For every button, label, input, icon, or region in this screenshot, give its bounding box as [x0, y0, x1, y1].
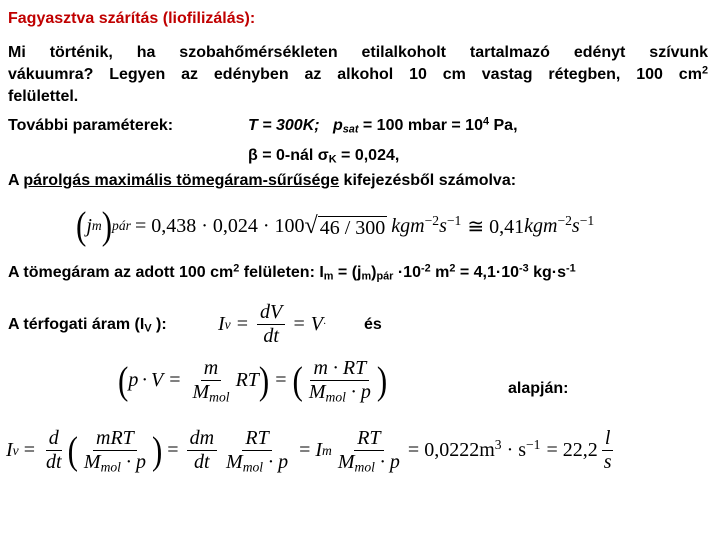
vf-eq: =: [236, 313, 248, 335]
fin-M3: M: [337, 451, 355, 473]
vf-lhs-sub: v: [224, 316, 231, 332]
gas-eq2: =: [275, 369, 287, 391]
page-title: Fagyasztva szárítás (liofilizálás):: [8, 10, 256, 27]
fin-I-sub: v: [12, 442, 19, 458]
equation-final: I v = $\frac{d}{dt}$ ( $\frac{\text{mRT}}{M_{mol} \cdot p}$ ) = $\frac{dm}{dt}$ $\frac{RT}{M_{mol} \cdot p}$ = I m $\frac{RT}{M_{mol} \cdot p}$ = $0,0222m^3 \cdot s^{-1}$ = 22,2 $\frac{l}{s}$: [6, 428, 618, 473]
volflow-label-sub: V: [144, 322, 152, 335]
fin-dt: dt: [46, 451, 62, 473]
derive-sentence: [8, 172, 516, 190]
gas-frac1: [190, 358, 233, 403]
fin-frac-rt: [223, 428, 291, 473]
volflow-label-text: A térfogati áram (I: [8, 316, 145, 333]
fin-M-sub: mol: [100, 459, 121, 475]
params-beta: [248, 147, 399, 165]
fin-p3: · p: [374, 451, 400, 473]
intro-paragraph: [8, 42, 708, 108]
massflow-s4: -3: [519, 262, 529, 275]
param-beta-rest: = 0,024,: [336, 147, 400, 164]
massflow-s2: -2: [420, 262, 431, 275]
fin-result: = 0,0222m: [407, 439, 495, 461]
eq1-s2: s: [571, 214, 580, 237]
fin-eq2: =: [167, 439, 179, 461]
params-t-p: [248, 117, 518, 135]
eq1-rhs: = 0,438 · 0,024 · 100: [134, 214, 305, 237]
fin-frac-ls: [601, 428, 615, 473]
gas-p: p: [128, 369, 139, 391]
massflow-t1: A tömegáram az adott 100 cm: [8, 264, 234, 281]
fin-exp1: 3: [494, 437, 502, 453]
gas-M: M: [192, 381, 210, 403]
intro-line-3: felülettel.: [8, 88, 79, 105]
param-p-value: = 100 mbar = 10: [362, 117, 483, 134]
gas-frac2: [306, 358, 374, 403]
param-p-symbol: p: [332, 117, 343, 134]
gas-V: V: [151, 369, 164, 391]
param-p-unit: Pa,: [489, 117, 518, 134]
vf-den: dt: [263, 325, 279, 347]
param-temperature: T = 300K;: [248, 117, 320, 134]
derive-pre: A: [8, 172, 24, 189]
param-beta-sub: K: [328, 153, 337, 166]
massflow-line: [8, 264, 576, 282]
eq1-unit1: kgm: [391, 214, 425, 237]
massflow-s5: -1: [566, 262, 576, 275]
vf-frac: [257, 302, 285, 347]
massflow-t4: ): [371, 264, 377, 281]
massflow-t6: m: [430, 264, 450, 281]
vf-num: dV: [257, 302, 285, 325]
massflow-t3: = (j: [333, 264, 362, 281]
massflow-t5: ·10: [393, 264, 421, 281]
fin-eq1: =: [23, 439, 35, 461]
fin-RT2: RT: [354, 428, 383, 451]
massflow-s1: 2: [233, 262, 240, 275]
param-p-sub: sat: [342, 123, 359, 136]
fin-s: · s: [501, 439, 527, 461]
fin-Im: I: [315, 439, 323, 461]
eq1-sqrt: √ 46 / 300: [304, 212, 386, 239]
eq1-j: j: [86, 214, 92, 237]
fin-RT: RT: [242, 428, 271, 451]
eq1-exp-a: −2: [424, 212, 440, 228]
gas-mRT: m · RT: [310, 358, 369, 381]
eq1-exp-c: −2: [557, 212, 572, 228]
massflow-sub-m2: m: [361, 270, 372, 283]
fin-frac-rt2: [335, 428, 403, 473]
intro-line-2-sup: 2: [701, 64, 708, 77]
fin-mRT: mRT: [93, 428, 137, 451]
eq1-sqrt-arg: 46 / 300: [319, 216, 386, 239]
gas-dot: ·: [141, 369, 148, 391]
param-beta-text: β = 0-nál σ: [248, 147, 329, 164]
eq1-par-sub: pár: [112, 218, 131, 233]
eq1-exp-d: −1: [579, 212, 595, 228]
intro-line-2: [8, 64, 708, 86]
fin-dt2: dt: [194, 451, 210, 473]
vf-lhs: I: [218, 313, 225, 335]
massflow-t7: = 4,1·10: [455, 264, 519, 281]
eq1-s1: s: [439, 214, 447, 237]
fin-p2: · p: [263, 451, 289, 473]
equation-mass-flux: ( j m ) pár = 0,438 · 0,024 · 100 √ 46 / 300 $kgm^{-2}s^{-1}$ ≅ 0,41 $kgm^{-2}s^{-1}$: [76, 203, 595, 248]
fin-Im-sub: m: [322, 442, 332, 458]
equation-ideal-gas: ( p · V = $\frac{m}{M_{mol}}$ RT ) = ( $\frac{m \cdot RT}{M_{mol} \cdot p}$ ): [118, 357, 388, 405]
vf-rhs: = V: [292, 313, 323, 335]
eq1-exp-b: −1: [446, 212, 462, 228]
fin-I: I: [6, 439, 13, 461]
fin-frac-d: [43, 428, 65, 473]
fin-d: d: [46, 428, 62, 451]
gas-Mp: M: [308, 381, 326, 403]
volflow-es: és: [364, 316, 382, 333]
gas-Mp-sub: mol: [325, 389, 346, 405]
gas-RT: RT: [235, 369, 259, 391]
fin-M2-sub: mol: [242, 459, 264, 475]
fin-p: · p: [120, 451, 146, 473]
massflow-sub-par: pár: [376, 270, 394, 283]
massflow-t2: felületen: I: [239, 264, 324, 281]
fin-s2: s: [603, 451, 612, 473]
fin-dm: dm: [187, 428, 217, 451]
eq1-j-sub: m: [91, 218, 102, 233]
eq1-approx: ≅ 0,41: [467, 215, 525, 238]
eq1-unit2: kgm: [524, 214, 558, 237]
volflow-label: [8, 316, 167, 334]
gas-alapjan: alapján:: [508, 380, 569, 397]
massflow-s3: 2: [449, 262, 456, 275]
fin-approx: = 22,2: [546, 439, 598, 461]
fin-frac-mrt: [81, 428, 149, 473]
massflow-sub-m: m: [323, 270, 334, 283]
intro-line-2-text: vákuumra? Legyen az edényben az alkohol 10 cm vastag rétegben, 100 cm: [8, 66, 702, 83]
volflow-label-end: ):: [151, 316, 167, 333]
intro-line-1: Mi történik, ha szobahőmérsékleten etilalkoholt tartalmazó edényt szívunk: [8, 44, 708, 61]
fin-eq3: =: [299, 439, 311, 461]
gas-m: m: [201, 358, 221, 381]
fin-M2: M: [226, 451, 243, 473]
fin-M: M: [83, 451, 101, 473]
params-label: További paraméterek:: [8, 117, 174, 134]
gas-eq1: =: [169, 369, 181, 391]
fin-exp2: −1: [526, 437, 541, 453]
derive-underlined: párolgás maximális tömegáram-sűrűsége: [23, 172, 340, 189]
fin-frac-dm: [187, 428, 217, 473]
equation-volume-flow: I v = $\frac{dV}{dt}$ = V ·: [218, 301, 327, 347]
gas-M-sub: mol: [209, 389, 230, 405]
derive-post: kifejezésből számolva:: [339, 172, 517, 189]
fin-M3-sub: mol: [354, 459, 375, 475]
param-p-exp: 4: [482, 115, 490, 128]
massflow-t8: kg·s: [528, 264, 567, 281]
fin-l: l: [602, 428, 614, 451]
gas-Mp-tail: · p: [345, 381, 371, 403]
